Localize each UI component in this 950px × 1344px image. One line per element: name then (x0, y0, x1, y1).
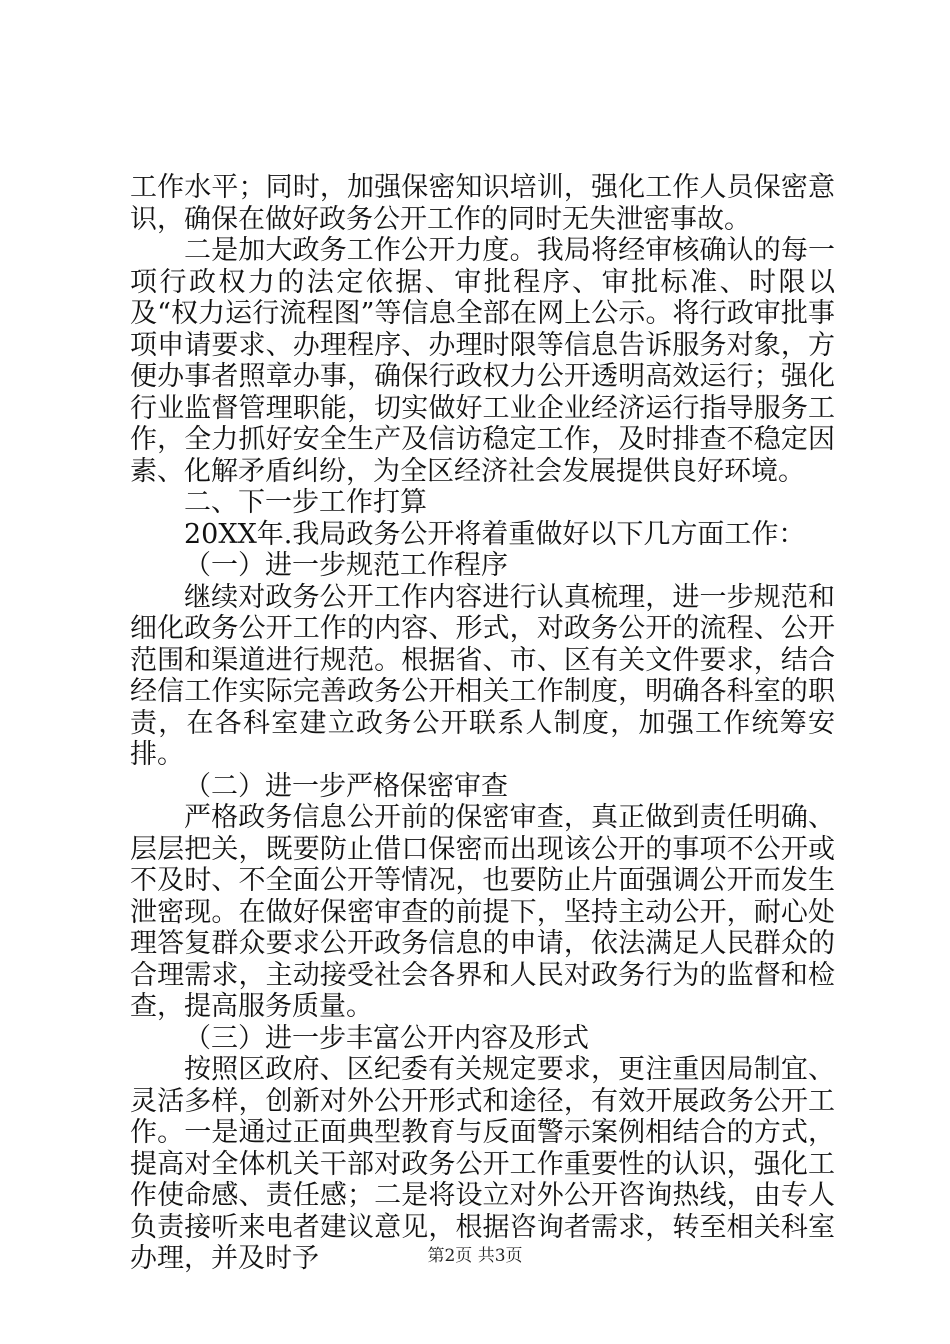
paragraph-publicity: 二是加大政务工作公开力度。我局将经审核确认的每一项行政权力的法定依据、审批程序、审批标准、时限以及“权力运行流程图”等信息全部在网上公示。将行政审批事项申请要求、办理程序、办理时限等信息告诉服务对象，方便办事者照章办事，确保行政权力公开透明高效运行；强化行业监督管理职能，切实做好工业企业经济运行指导服务工作，全力抓好安全生产及信访稳定工作，及时排查不稳定因素、化解矛盾纠纷，为全区经济社会发展提供良好环境。 (130, 235, 835, 487)
document-body (130, 172, 835, 1275)
subheading-2: （二）进一步严格保密审查 (184, 770, 508, 802)
section-heading-next-steps: 二、下一步工作打算 (184, 487, 427, 518)
subheading-3: （三）进一步丰富公开内容及形式 (184, 1022, 589, 1054)
subheading-1: （一）进一步规范工作程序 (184, 550, 508, 581)
paragraph-confidentiality: 严格政务信息公开前的保密审查，真正做到责任明确、层层把关，既要防止借口保密而出现该公开的事项不公开或不及时、不全面公开等情况，也要防止片面强调公开而发生泄密现。在做好保密审查的前提下，坚持主动公开，耐心处理答复群众要求公开政务信息的申请，依法满足人民群众的合理需求，主动接受社会各界和人民对政务行为的监督和检查，提高服务质量。 (130, 802, 835, 1022)
paragraph-continuation: 工作水平；同时，加强保密知识培训，强化工作人员保密意识，确保在做好政务公开工作的同时无失泄密事故。 (130, 172, 835, 235)
page-footer: 第2页 共3页 (427, 1246, 523, 1266)
paragraph-intro: 20XX年.我局政务公开将着重做好以下几方面工作： (184, 518, 806, 550)
paragraph-standardize: 继续对政务公开工作内容进行认真梳理，进一步规范和细化政务公开工作的内容、形式，对政务公开的流程、公开范围和渠道进行规范。根据省、市、区有关文件要求，结合经信工作实际完善政务公开相关工作制度，明确各科室的职责，在各科室建立政务公开联系人制度，加强工作统筹安排。 (130, 581, 835, 770)
paragraph-enrich: 按照区政府、区纪委有关规定要求，更注重因局制宜、灵活多样，创新对外公开形式和途径，有效开展政务公开工作。一是通过正面典型教育与反面警示案例相结合的方式，提高对全体机关干部对政务公开工作重要性的认识，强化工作使命感、责任感；二是将设立对外公开咨询热线，由专人负责接听来电者建议意见，根据咨询者需求，转至相关科室办理，并及时予 (130, 1054, 835, 1274)
